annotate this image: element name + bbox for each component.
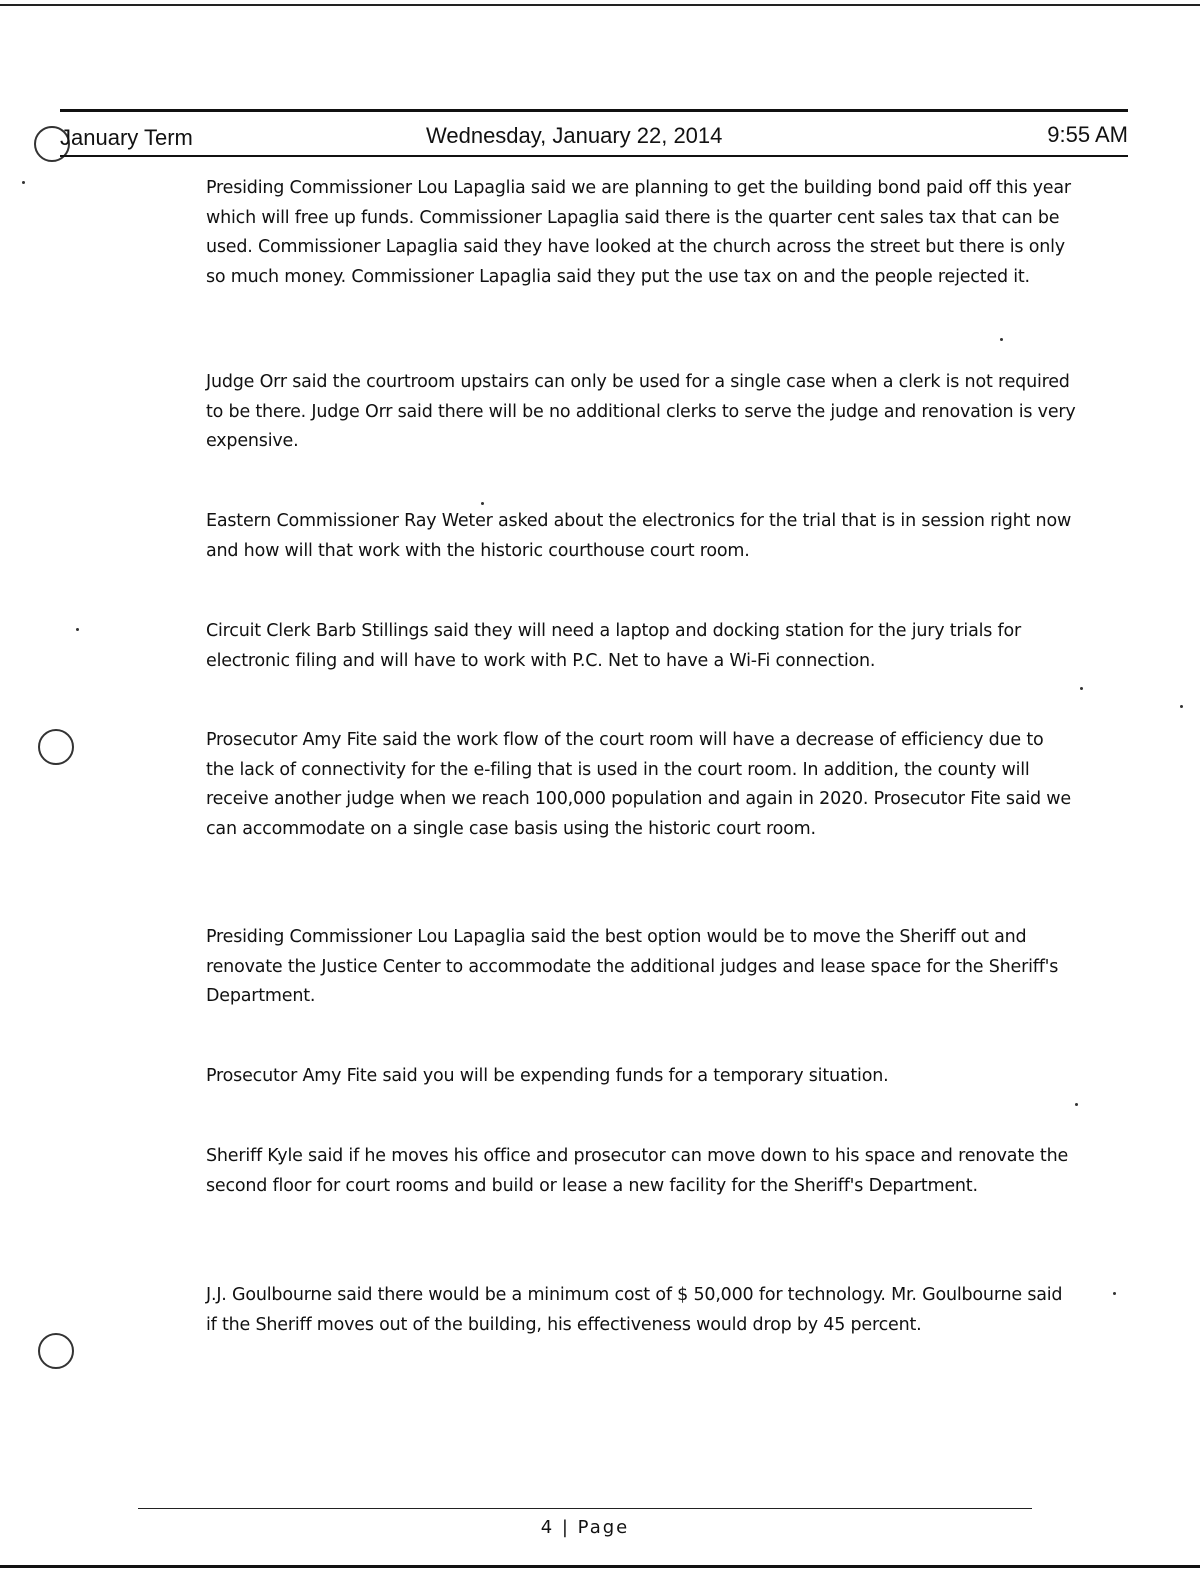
scan-speck <box>1000 338 1003 341</box>
paragraph: Prosecutor Amy Fite said you will be expending funds for a temporary situation. <box>206 1066 889 1086</box>
page-number: 4 | Page <box>540 1517 630 1538</box>
paragraph: Presiding Commissioner Lou Lapaglia said the best option would be to move the Sheriff out and renovate the Justice Center to accommodate the additional judges and lease space for the Sheriff's Department. <box>206 927 1059 1006</box>
paragraph: Prosecutor Amy Fite said the work flow of the court room will have a decrease of efficiency due to the lack of connectivity for the e-filing that is used in the court room. In addition, the county will receive another judge when we reach 100,000 population and again in 2020. Prosecutor Fite said we can accommodate on a single case basis using the historic court room. <box>206 730 1071 839</box>
header-term: January Term <box>60 125 193 150</box>
punch-hole-middle <box>38 729 74 765</box>
scan-speck <box>1113 1292 1116 1295</box>
paragraph: Presiding Commissioner Lou Lapaglia said we are planning to get the building bond paid off this year which will free up funds. Commissioner Lapaglia said there is the quarter cent sales tax that can be used. Commissioner Lapaglia said they have looked at the church across the street but there is only so much money. Commissioner Lapaglia said they put the use tax on and the people rejected it. <box>206 178 1071 287</box>
scan-speck <box>22 181 25 184</box>
paragraph: Eastern Commissioner Ray Weter asked about the electronics for the trial that is in session right now and how will that work with the historic courthouse court room. <box>206 511 1072 561</box>
paragraph: Sheriff Kyle said if he moves his office and prosecutor can move down to his space and renovate the second floor for court rooms and build or lease a new facility for the Sheriff's Department. <box>206 1146 1069 1196</box>
scan-edge-top <box>0 4 1200 6</box>
header-time: 9:55 AM <box>1047 122 1128 147</box>
scan-speck <box>1080 687 1083 690</box>
header-rule-bottom <box>60 155 1128 157</box>
scan-speck <box>1180 705 1183 708</box>
scan-speck <box>481 502 484 505</box>
paragraph: Circuit Clerk Barb Stillings said they will need a laptop and docking station for the jury trials for electronic filing and will have to work with P.C. Net to have a Wi-Fi connection. <box>206 621 1022 671</box>
scan-speck <box>76 628 79 631</box>
paragraph: Judge Orr said the courtroom upstairs can only be used for a single case when a clerk is not required to be there. Judge Orr said there will be no additional clerks to serve the judge and renovation is very expensive. <box>206 372 1076 451</box>
page-header <box>38 120 1128 154</box>
scan-edge-bottom <box>0 1565 1200 1568</box>
scan-speck <box>1075 1103 1078 1106</box>
footer-rule <box>138 1508 1032 1509</box>
header-rule-top <box>60 109 1128 112</box>
punch-hole-bottom <box>38 1333 74 1369</box>
paragraph: J.J. Goulbourne said there would be a minimum cost of $ 50,000 for technology. Mr. Goulbourne said if the Sheriff moves out of the building, his effectiveness would drop by 45 percent. <box>206 1285 1063 1335</box>
header-date: Wednesday, January 22, 2014 <box>426 123 723 148</box>
